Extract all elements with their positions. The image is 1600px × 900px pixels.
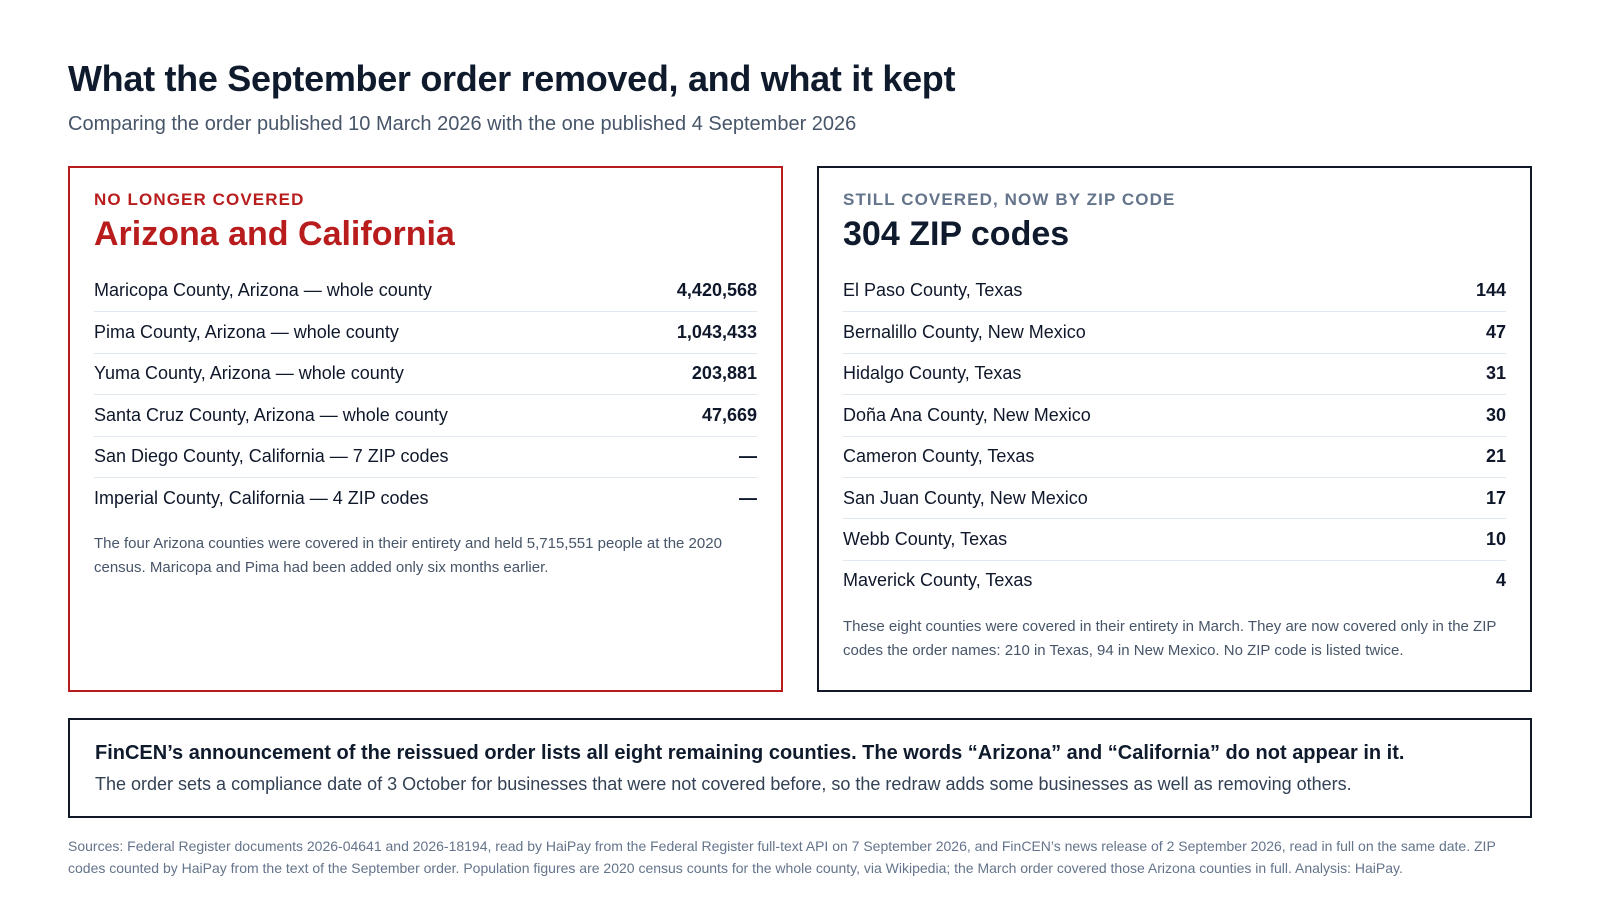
row-label: Cameron County, Texas	[843, 446, 1035, 467]
kept-row	[843, 477, 1506, 518]
row-value: 10	[1485, 529, 1506, 550]
row-value: 47,669	[701, 404, 757, 425]
callout-box	[68, 718, 1532, 818]
row-value: —	[739, 487, 757, 508]
kept-kicker: STILL COVERED, NOW BY ZIP CODE	[843, 190, 1176, 209]
removed-row	[94, 353, 757, 394]
removed-note: The four Arizona counties were covered in their entirety and held 5,715,551 people at the 2020 census. Maricopa and Pima had been added only six months earlier.	[94, 535, 722, 576]
row-value: 17	[1485, 487, 1506, 508]
removed-row	[94, 394, 757, 435]
row-value: 31	[1485, 363, 1506, 384]
comparison-panels	[68, 166, 1532, 692]
row-label: Pima County, Arizona — whole county	[94, 322, 399, 343]
row-label: Yuma County, Arizona — whole county	[94, 363, 404, 384]
callout-body: The order sets a compliance date of 3 October for businesses that were not covered before, so the redraw adds some businesses as well as removing others.	[95, 774, 1352, 794]
row-label: Webb County, Texas	[843, 529, 1008, 550]
removed-panel	[68, 166, 783, 692]
row-value: 30	[1485, 404, 1506, 425]
row-label: Imperial County, California — 4 ZIP codes	[94, 487, 429, 508]
kept-row	[843, 353, 1506, 394]
row-value: 4,420,568	[676, 280, 757, 301]
page-subtitle: Comparing the order published 10 March 2026 with the one published 4 September 2026	[68, 113, 857, 135]
row-label: Santa Cruz County, Arizona — whole county	[94, 404, 448, 425]
row-value: 203,881	[691, 363, 757, 384]
removed-kicker: NO LONGER COVERED	[94, 190, 305, 209]
row-label: Bernalillo County, New Mexico	[843, 322, 1086, 343]
row-value: 47	[1485, 322, 1506, 343]
kept-row	[843, 270, 1506, 311]
row-label: Maricopa County, Arizona — whole county	[94, 280, 432, 301]
row-value: 21	[1485, 446, 1506, 467]
removed-row	[94, 270, 757, 311]
row-label: Doña Ana County, New Mexico	[843, 404, 1091, 425]
kept-row	[843, 518, 1506, 559]
row-value: —	[739, 446, 757, 467]
removed-list	[94, 270, 757, 518]
kept-row	[843, 560, 1506, 601]
kept-note: These eight counties were covered in their entirety in March. They are now covered only in the ZIP codes the order names: 210 in Texas, 94 in New Mexico. No ZIP code is listed twice.	[843, 618, 1497, 659]
row-label: San Diego County, California — 7 ZIP codes	[94, 446, 449, 467]
removed-row	[94, 436, 757, 477]
kept-panel	[817, 166, 1532, 692]
kept-row	[843, 311, 1506, 352]
row-value: 144	[1475, 280, 1506, 301]
row-label: Maverick County, Texas	[843, 570, 1033, 591]
removed-title: Arizona and California	[94, 215, 455, 253]
kept-row	[843, 394, 1506, 435]
kept-row	[843, 436, 1506, 477]
row-label: El Paso County, Texas	[843, 280, 1023, 301]
row-label: San Juan County, New Mexico	[843, 487, 1088, 508]
row-value: 1,043,433	[676, 322, 757, 343]
kept-list	[843, 270, 1506, 601]
removed-row	[94, 477, 757, 518]
row-label: Hidalgo County, Texas	[843, 363, 1022, 384]
page-title: What the September order removed, and what it kept	[68, 58, 956, 99]
callout-headline: FinCEN’s announcement of the reissued order lists all eight remaining counties. The words “Arizona” and “California” do not appear in it.	[95, 742, 1405, 764]
kept-title: 304 ZIP codes	[843, 215, 1070, 253]
row-value: 4	[1495, 570, 1506, 591]
sources-footnote: Sources: Federal Register documents 2026-04641 and 2026-18194, read by HaiPay from the Federal Register full-text API on 7 September 2026, and FinCEN’s news release of 2 September 2026, read in full on the same date. ZIP codes counted by HaiPay from the text of the September order. Population figures are 2020 census counts for the whole county, via Wikipedia; the March order covered those Arizona counties in full. Analysis: HaiPay.	[68, 838, 1496, 877]
removed-row	[94, 311, 757, 352]
